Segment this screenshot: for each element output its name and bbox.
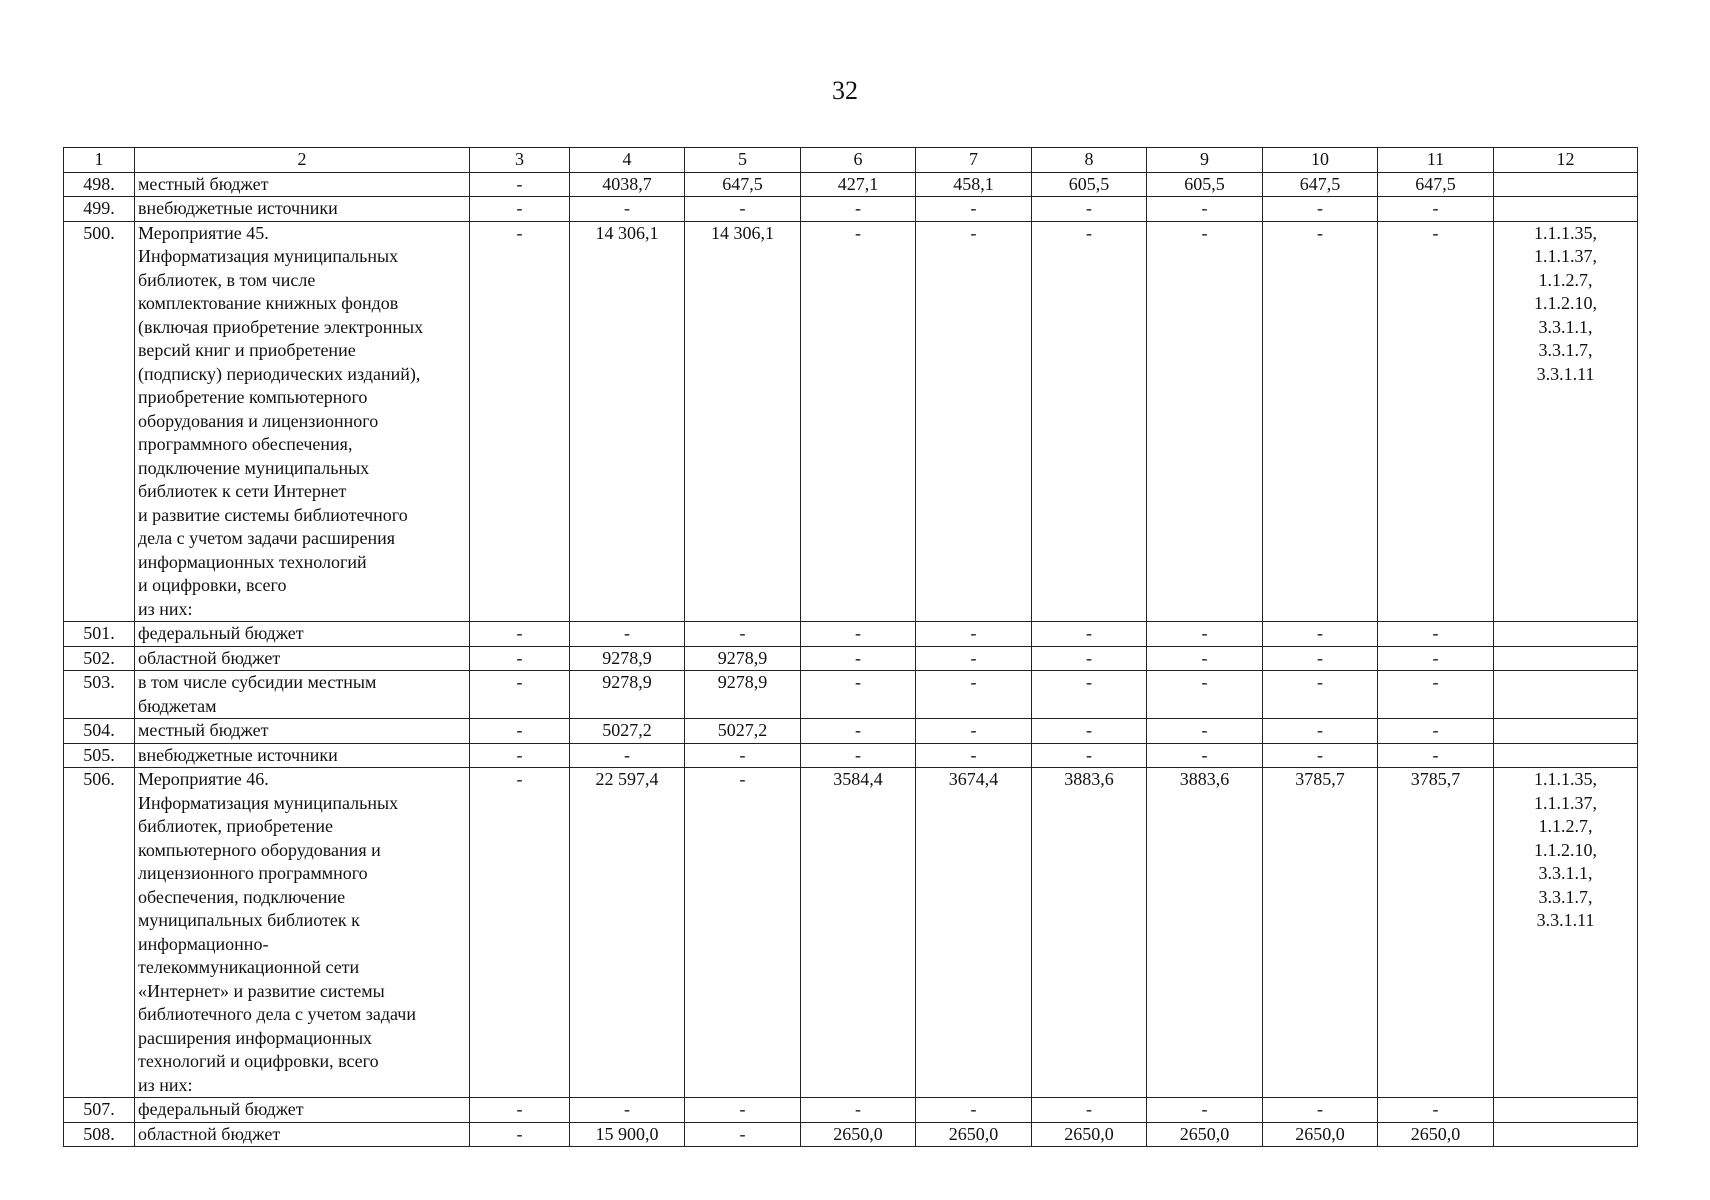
value-cell: - xyxy=(470,197,570,222)
row-number: 503. xyxy=(64,671,135,719)
row-description: областной бюджет xyxy=(135,1122,470,1147)
indicator-reference xyxy=(1494,1122,1638,1147)
row-number: 508. xyxy=(64,1122,135,1147)
value-cell: - xyxy=(1378,197,1494,222)
table-row xyxy=(64,743,1638,768)
value-cell: 647,5 xyxy=(1378,172,1494,197)
row-number: 507. xyxy=(64,1098,135,1123)
row-number: 498. xyxy=(64,172,135,197)
value-cell: 2650,0 xyxy=(1378,1122,1494,1147)
row-description: местный бюджет xyxy=(135,719,470,744)
value-cell: - xyxy=(1378,1098,1494,1123)
value-cell: - xyxy=(470,221,570,622)
value-cell: - xyxy=(470,646,570,671)
column-header: 10 xyxy=(1263,148,1378,173)
value-cell: 3785,7 xyxy=(1378,768,1494,1098)
value-cell: - xyxy=(1147,622,1263,647)
value-cell: 4038,7 xyxy=(570,172,685,197)
value-cell: - xyxy=(1378,743,1494,768)
table-row xyxy=(64,671,1638,719)
value-cell: - xyxy=(801,221,916,622)
value-cell: - xyxy=(685,197,801,222)
table-row xyxy=(64,221,1638,622)
value-cell: 3785,7 xyxy=(1263,768,1378,1098)
value-cell: - xyxy=(1378,622,1494,647)
value-cell: - xyxy=(1147,671,1263,719)
value-cell: - xyxy=(1378,719,1494,744)
value-cell: - xyxy=(685,1098,801,1123)
value-cell: 458,1 xyxy=(916,172,1032,197)
row-description: Мероприятие 45. Информатизация муниципальных библиотек, в том числе комплектование книжных фондов (включая приобретение электронных версий книг и приобретение (подписку) периодических изданий), приобретение компьютерного оборудования и лицензионного программного обеспечения, подключение муниципальных библиотек к сети Интернет и развитие системы библиотечного дела с учетом задачи расширения информационных технологий и оцифровки, всего из них: xyxy=(135,221,470,622)
value-cell: - xyxy=(1147,1098,1263,1123)
value-cell: 605,5 xyxy=(1147,172,1263,197)
value-cell: 647,5 xyxy=(1263,172,1378,197)
value-cell: - xyxy=(470,622,570,647)
row-number: 505. xyxy=(64,743,135,768)
value-cell: - xyxy=(801,743,916,768)
value-cell: - xyxy=(470,1098,570,1123)
value-cell: - xyxy=(916,671,1032,719)
value-cell: - xyxy=(1032,622,1147,647)
column-header: 1 xyxy=(64,148,135,173)
value-cell: - xyxy=(685,1122,801,1147)
value-cell: - xyxy=(1378,221,1494,622)
value-cell: 5027,2 xyxy=(570,719,685,744)
value-cell: - xyxy=(470,671,570,719)
row-description: Мероприятие 46. Информатизация муниципальных библиотек, приобретение компьютерного оборудования и лицензионного программного обеспечения, подключение муниципальных библиотек к информационно- телекоммуникационной сети «Интернет» и развитие системы библиотечного дела с учетом задачи расширения информационных технологий и оцифровки, всего из них: xyxy=(135,768,470,1098)
indicator-reference xyxy=(1494,719,1638,744)
value-cell: 3883,6 xyxy=(1147,768,1263,1098)
value-cell: 9278,9 xyxy=(685,646,801,671)
value-cell: - xyxy=(570,197,685,222)
row-description: местный бюджет xyxy=(135,172,470,197)
value-cell: - xyxy=(801,671,916,719)
table-row xyxy=(64,622,1638,647)
row-number: 499. xyxy=(64,197,135,222)
budget-table xyxy=(63,147,1638,1147)
value-cell: - xyxy=(916,743,1032,768)
value-cell: - xyxy=(470,172,570,197)
value-cell: - xyxy=(1147,719,1263,744)
row-description: в том числе субсидии местным бюджетам xyxy=(135,671,470,719)
row-number: 501. xyxy=(64,622,135,647)
column-header: 3 xyxy=(470,148,570,173)
value-cell: - xyxy=(1378,646,1494,671)
indicator-reference: 1.1.1.35, 1.1.1.37, 1.1.2.7, 1.1.2.10, 3.3.1.1, 3.3.1.7, 3.3.1.11 xyxy=(1494,221,1638,622)
value-cell: - xyxy=(1147,743,1263,768)
value-cell: - xyxy=(1263,221,1378,622)
table-row xyxy=(64,768,1638,1098)
table-row xyxy=(64,646,1638,671)
value-cell: - xyxy=(916,622,1032,647)
row-description: федеральный бюджет xyxy=(135,622,470,647)
value-cell: - xyxy=(685,743,801,768)
table-row xyxy=(64,172,1638,197)
value-cell: - xyxy=(470,743,570,768)
value-cell: - xyxy=(1147,221,1263,622)
table-row xyxy=(64,1098,1638,1123)
column-header: 5 xyxy=(685,148,801,173)
row-description: внебюджетные источники xyxy=(135,197,470,222)
value-cell: - xyxy=(801,1098,916,1123)
value-cell: - xyxy=(801,719,916,744)
value-cell: - xyxy=(1032,197,1147,222)
value-cell: 15 900,0 xyxy=(570,1122,685,1147)
value-cell: - xyxy=(685,768,801,1098)
value-cell: - xyxy=(801,197,916,222)
column-header: 12 xyxy=(1494,148,1638,173)
value-cell: 9278,9 xyxy=(570,646,685,671)
value-cell: - xyxy=(1032,671,1147,719)
column-header: 2 xyxy=(135,148,470,173)
value-cell: - xyxy=(1263,646,1378,671)
value-cell: 2650,0 xyxy=(916,1122,1032,1147)
value-cell: - xyxy=(1032,221,1147,622)
value-cell: - xyxy=(1032,719,1147,744)
row-description: федеральный бюджет xyxy=(135,1098,470,1123)
value-cell: 14 306,1 xyxy=(685,221,801,622)
value-cell: 3674,4 xyxy=(916,768,1032,1098)
value-cell: - xyxy=(1032,646,1147,671)
value-cell: - xyxy=(685,622,801,647)
value-cell: - xyxy=(1147,646,1263,671)
table-row xyxy=(64,719,1638,744)
value-cell: - xyxy=(1263,743,1378,768)
value-cell: - xyxy=(1263,719,1378,744)
value-cell: 3883,6 xyxy=(1032,768,1147,1098)
indicator-reference: 1.1.1.35, 1.1.1.37, 1.1.2.7, 1.1.2.10, 3.3.1.1, 3.3.1.7, 3.3.1.11 xyxy=(1494,768,1638,1098)
indicator-reference xyxy=(1494,197,1638,222)
table-row xyxy=(64,197,1638,222)
row-number: 504. xyxy=(64,719,135,744)
value-cell: 427,1 xyxy=(801,172,916,197)
value-cell: 2650,0 xyxy=(1263,1122,1378,1147)
value-cell: 5027,2 xyxy=(685,719,801,744)
value-cell: - xyxy=(1263,197,1378,222)
value-cell: - xyxy=(1378,671,1494,719)
row-number: 500. xyxy=(64,221,135,622)
value-cell: - xyxy=(1263,1098,1378,1123)
indicator-reference xyxy=(1494,172,1638,197)
value-cell: - xyxy=(1032,1098,1147,1123)
column-header: 8 xyxy=(1032,148,1147,173)
value-cell: 2650,0 xyxy=(1032,1122,1147,1147)
value-cell: - xyxy=(470,719,570,744)
value-cell: - xyxy=(916,719,1032,744)
value-cell: - xyxy=(570,622,685,647)
indicator-reference xyxy=(1494,1098,1638,1123)
row-number: 506. xyxy=(64,768,135,1098)
value-cell: - xyxy=(916,221,1032,622)
value-cell: 647,5 xyxy=(685,172,801,197)
value-cell: 2650,0 xyxy=(1147,1122,1263,1147)
value-cell: - xyxy=(470,768,570,1098)
indicator-reference xyxy=(1494,743,1638,768)
column-header: 9 xyxy=(1147,148,1263,173)
value-cell: 605,5 xyxy=(1032,172,1147,197)
value-cell: - xyxy=(570,743,685,768)
value-cell: - xyxy=(916,197,1032,222)
row-description: областной бюджет xyxy=(135,646,470,671)
value-cell: - xyxy=(470,1122,570,1147)
value-cell: - xyxy=(570,1098,685,1123)
value-cell: - xyxy=(916,646,1032,671)
value-cell: - xyxy=(1263,671,1378,719)
column-header: 4 xyxy=(570,148,685,173)
value-cell: - xyxy=(1147,197,1263,222)
value-cell: 22 597,4 xyxy=(570,768,685,1098)
value-cell: 9278,9 xyxy=(570,671,685,719)
indicator-reference xyxy=(1494,646,1638,671)
value-cell: 9278,9 xyxy=(685,671,801,719)
indicator-reference xyxy=(1494,671,1638,719)
table-header-row xyxy=(64,148,1638,173)
value-cell: - xyxy=(801,646,916,671)
column-header: 7 xyxy=(916,148,1032,173)
value-cell: - xyxy=(801,622,916,647)
value-cell: 3584,4 xyxy=(801,768,916,1098)
page-number: 32 xyxy=(832,76,858,105)
indicator-reference xyxy=(1494,622,1638,647)
value-cell: - xyxy=(916,1098,1032,1123)
table-row xyxy=(64,1122,1638,1147)
value-cell: 14 306,1 xyxy=(570,221,685,622)
row-description: внебюджетные источники xyxy=(135,743,470,768)
column-header: 11 xyxy=(1378,148,1494,173)
column-header: 6 xyxy=(801,148,916,173)
value-cell: 2650,0 xyxy=(801,1122,916,1147)
value-cell: - xyxy=(1032,743,1147,768)
row-number: 502. xyxy=(64,646,135,671)
value-cell: - xyxy=(1263,622,1378,647)
